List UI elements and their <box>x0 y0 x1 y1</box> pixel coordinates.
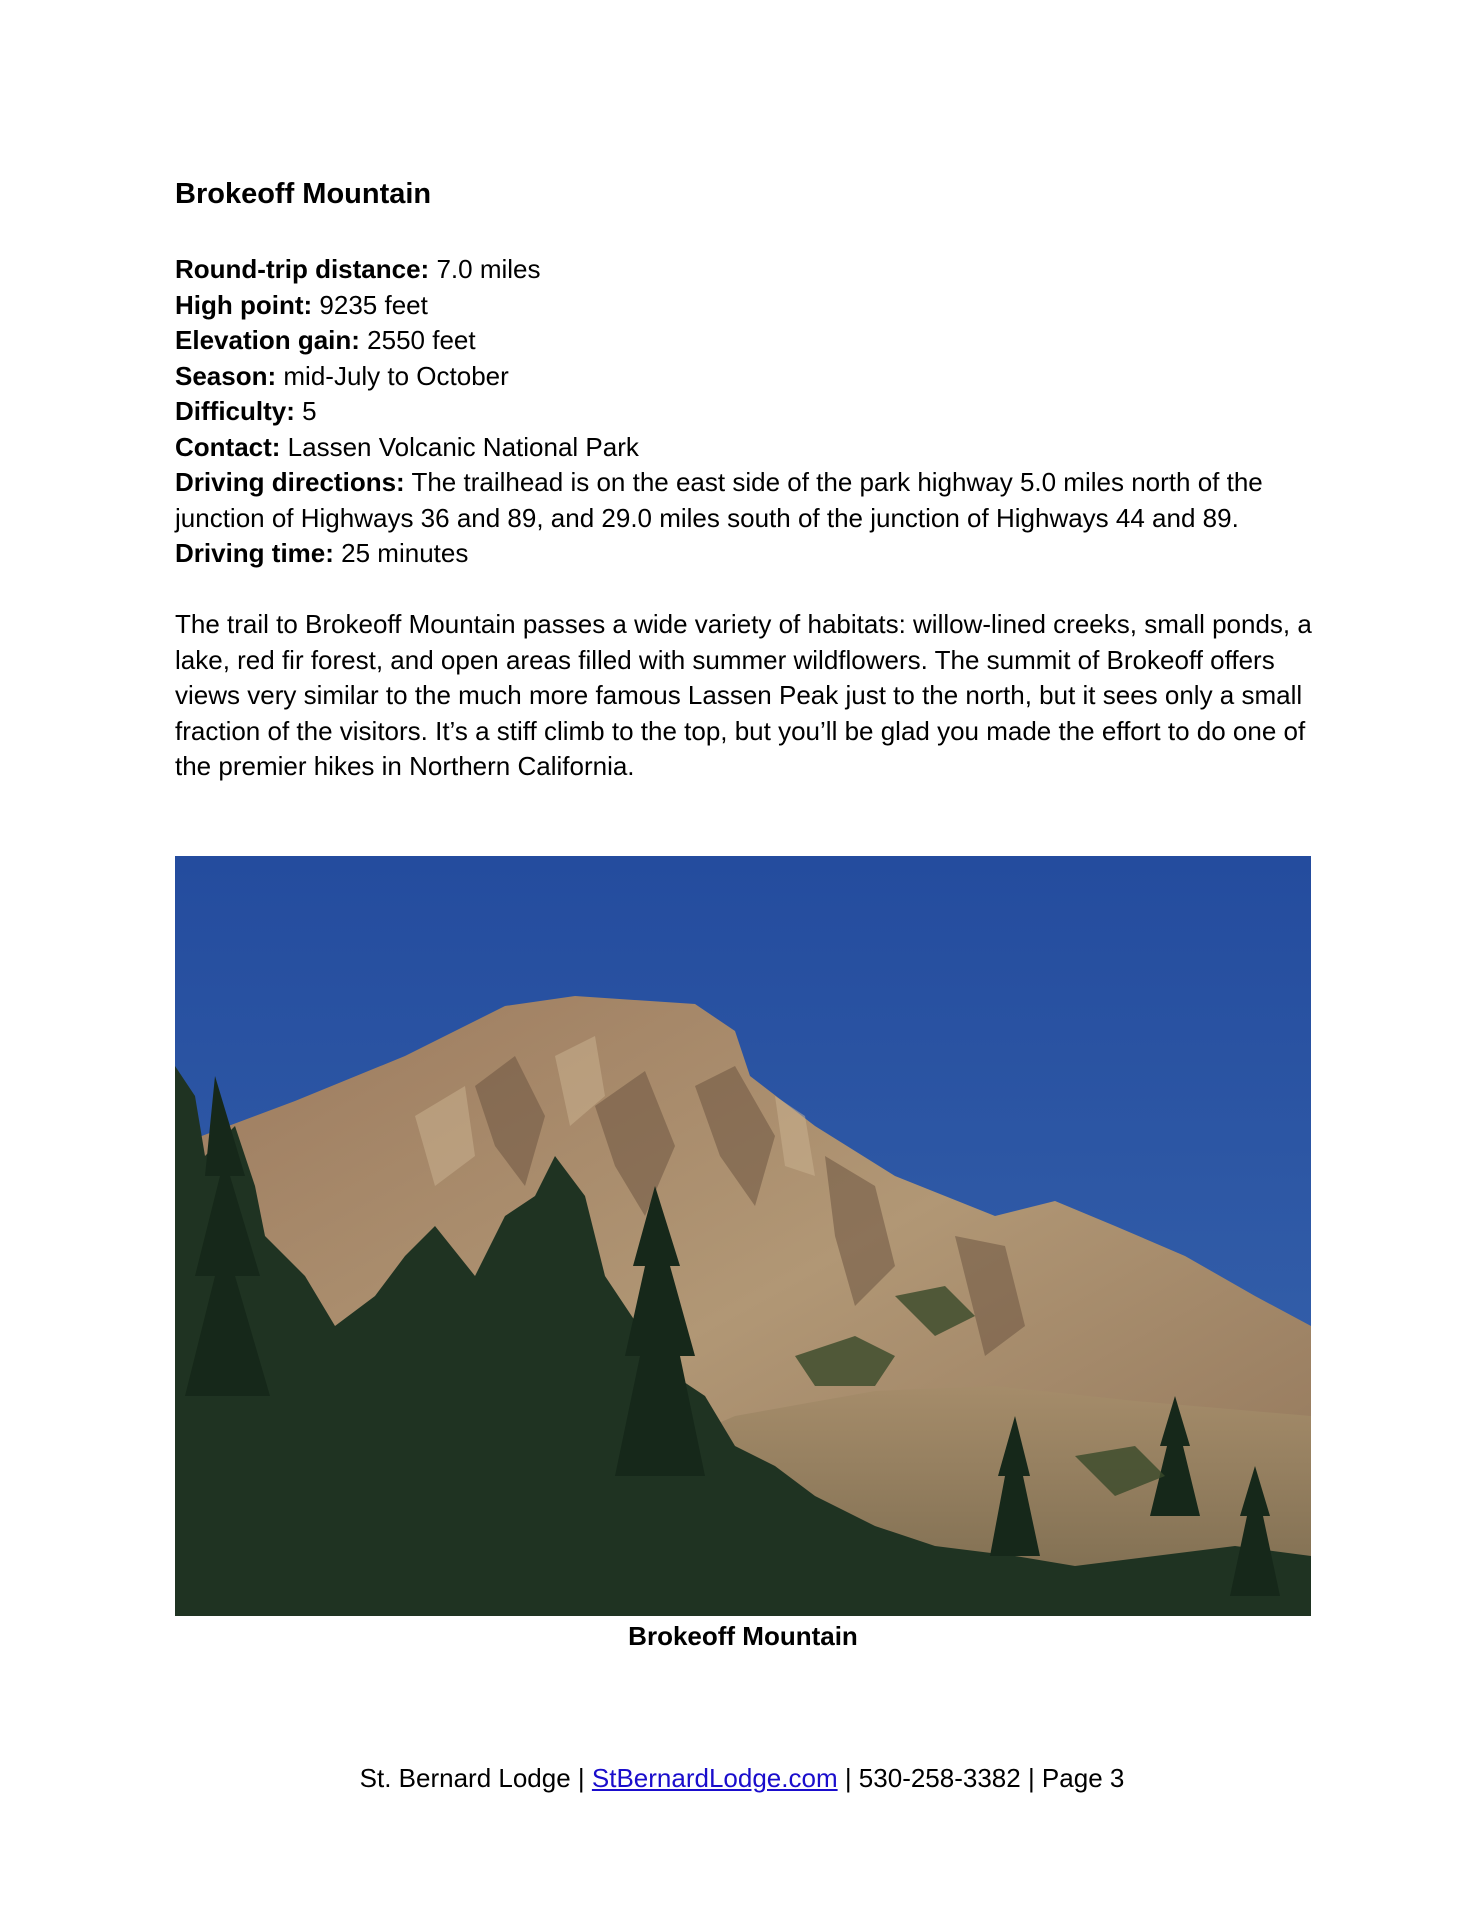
fact-value: 5 <box>302 396 317 426</box>
fact-season <box>175 359 1315 395</box>
fact-value: Lassen Volcanic National Park <box>287 431 639 462</box>
trail-facts <box>175 252 1315 572</box>
fact-label: Round-trip distance: <box>175 254 430 284</box>
fact-label: Driving directions: <box>175 467 405 497</box>
fact-value: The trailhead is on the east side of the park highway 5.0 miles north of the junction of Highways 36 and 89, and 29.0 miles south of the junction of Highways 44 and 89. <box>175 467 1263 533</box>
fact-label: Elevation gain: <box>175 325 360 355</box>
fact-label: Difficulty: <box>175 396 295 426</box>
photo-caption: Brokeoff Mountain <box>628 1621 858 1651</box>
fact-value: 9235 feet <box>319 289 428 320</box>
fact-label: Season: <box>175 360 277 391</box>
intro-paragraph: The trail to Brokeoff Mountain passes a wide variety of habitats: willow-lined creeks, small ponds, a lake, red fir forest, and open areas filled with summer wildflowers. The summit of Brokeoff offers views very similar to the much more famous Lassen Peak just to the north, but it sees only a small fraction of the visitors. It’s a stiff climb to the top, but you’ll be glad you made the effort to do one of the premier hikes in Northern California. <box>175 609 1312 781</box>
fact-driving-directions <box>175 465 1315 536</box>
fact-round-trip-distance <box>175 252 1315 288</box>
mountain-photo <box>175 856 1311 1616</box>
fact-difficulty <box>175 394 1315 430</box>
footer-prefix: St. Bernard Lodge | <box>359 1763 592 1793</box>
page-title: Brokeoff Mountain <box>175 178 432 210</box>
fact-label: Contact: <box>175 431 281 462</box>
mountain-illustration <box>175 856 1311 1616</box>
fact-high-point <box>175 288 1315 324</box>
fact-label: Driving time: <box>175 538 334 568</box>
fact-elevation-gain <box>175 323 1315 359</box>
fact-driving-time <box>175 536 1315 572</box>
footer <box>0 1761 1484 1795</box>
fact-value: 7.0 miles <box>436 254 541 284</box>
fact-value: 2550 feet <box>367 325 476 355</box>
fact-value: 25 minutes <box>341 538 469 568</box>
fact-label: High point: <box>175 289 313 320</box>
footer-suffix: | 530-258-3382 | Page 3 <box>837 1763 1125 1793</box>
website-link[interactable]: StBernardLodge.com <box>591 1763 838 1793</box>
fact-contact <box>175 430 1315 466</box>
fact-value: mid-July to October <box>283 360 509 391</box>
